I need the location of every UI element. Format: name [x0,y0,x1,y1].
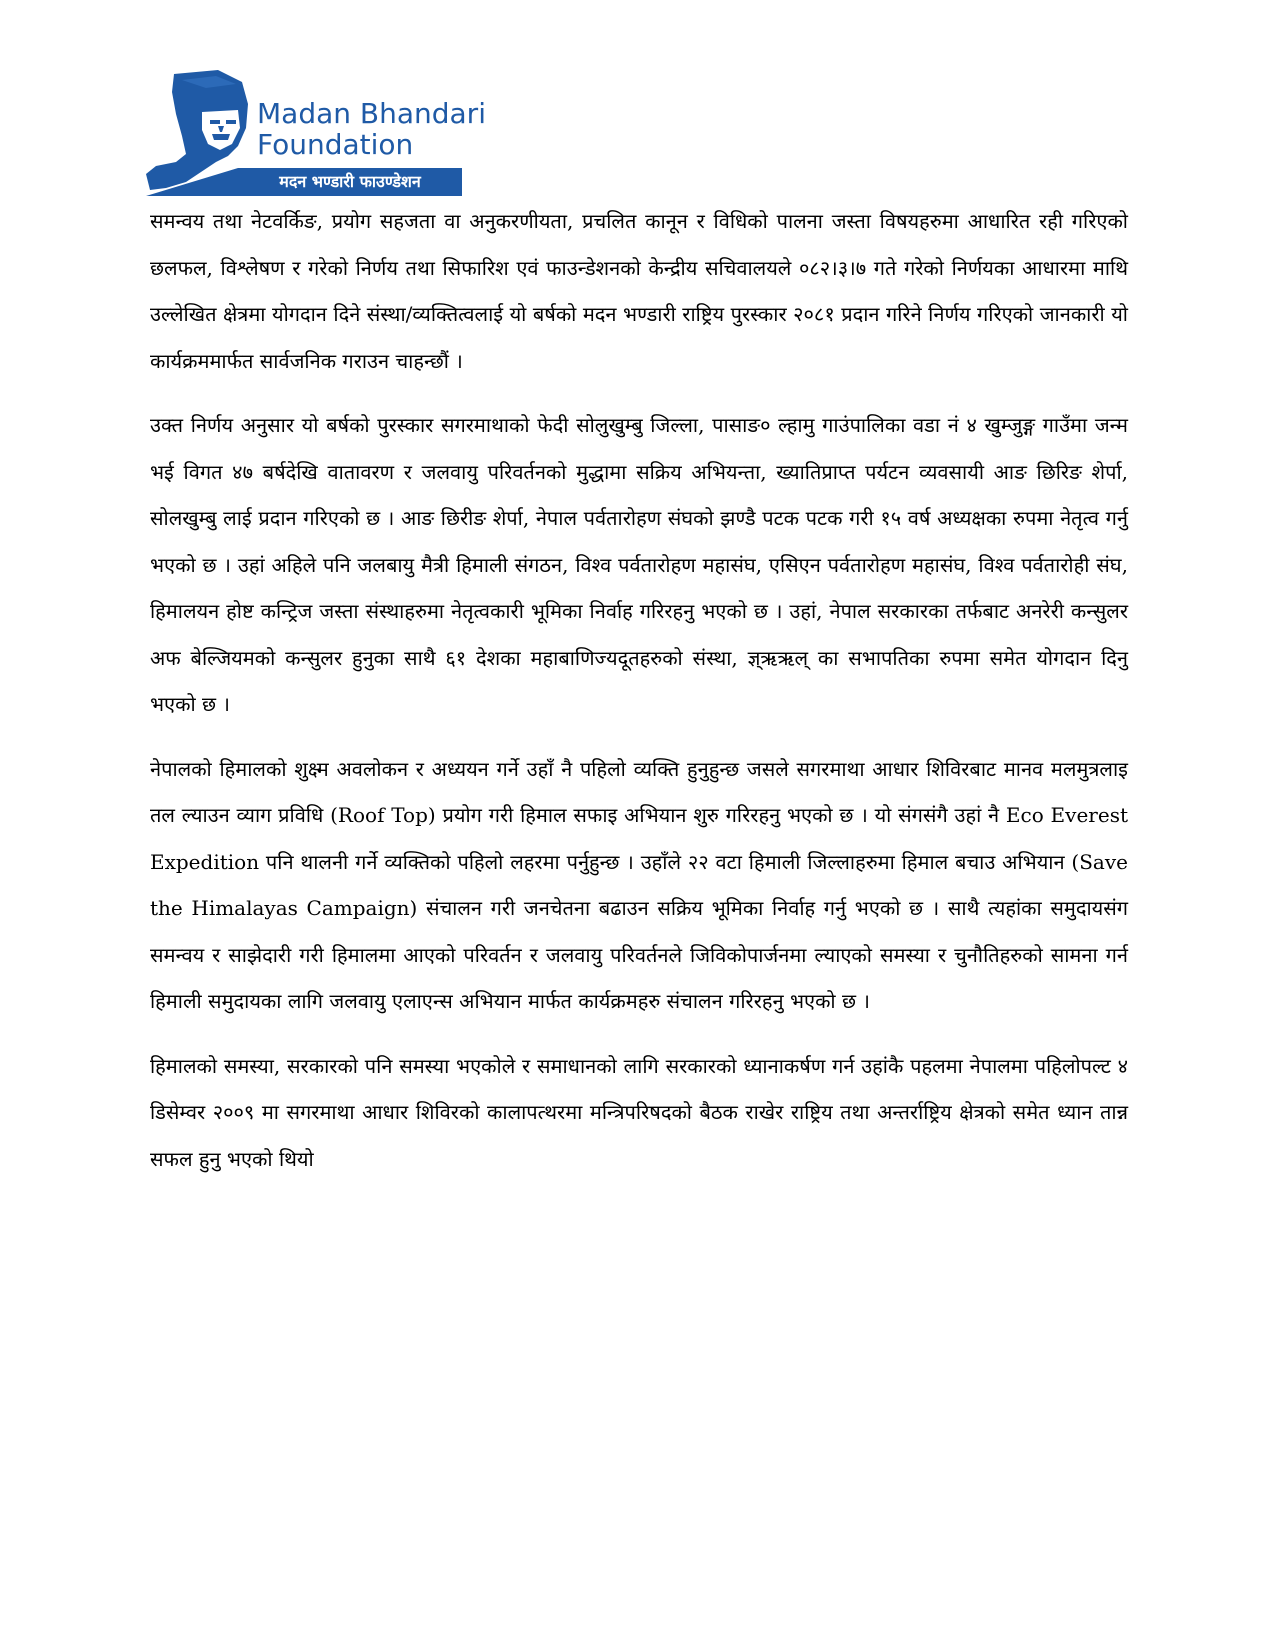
paragraph-2: उक्त निर्णय अनुसार यो बर्षको पुरस्कार सगरमाथाको फेदी सोलुखुम्बु जिल्ला, पासाङ० ल्हामु गाउंपालिका वडा नं ४ खुम्जुङ्ग गाउँमा जन्म भई विगत ४७ बर्षदेखि वातावरण र जलवायु परिवर्तनको मुद्धामा सक्रिय अभियन्ता, ख्यातिप्राप्त पर्यटन व्यवसायी आङ छिरिङ शेर्पा, सोलखुम्बु लाई प्रदान गरिएको छ । आङ छिरीङ शेर्पा, नेपाल पर्वतारोहण संघको झण्डै पटक पटक गरी १५ वर्ष अध्यक्षका रुपमा नेतृत्व गर्नु भएको छ । उहां अहिले पनि जलबायु मैत्री हिमाली संगठन, विश्व पर्वतारोहण महासंघ, एसिएन पर्वतारोहण महासंघ, विश्व पर्वतारोही संघ, हिमालयन होष्ट कन्ट्रिज जस्ता संस्थाहरुमा नेतृत्वकारी भूमिका निर्वाह गरिरहनु भएको छ । उहां, नेपाल सरकारका तर्फबाट अनरेरी कन्सुलर अफ बेल्जियमको कन्सुलर हुनुका साथै ६१ देशका महाबाणिज्यदूतहरुको संस्था, ज्ञ्ऋऋल् का सभापतिका रुपमा समेत योगदान दिनु भएको छ । [150,413,1128,716]
logo-name-line1: Madan Bhandari [257,97,486,130]
document-body [150,198,1128,1200]
logo-wordmark [257,98,486,160]
logo-devanagari-band: मदन भण्डारी फाउण्डेशन [279,172,421,191]
paragraph-4: हिमालको समस्या, सरकारको पनि समस्या भएकोले र समाधानको लागि सरकारको ध्यानाकर्षण गर्न उहांकै पहलमा नेपालमा पहिलोपल्ट ४ डिसेम्वर २००९ मा सगरमाथा आधार शिविरको कालापत्थरमा मन्त्रिपरिषदको बैठक राखेर राष्ट्रिय तथा अन्तर्राष्ट्रिय क्षेत्रको समेत ध्यान तान्न सफल हुनु भएको थियो [150,1053,1128,1171]
paragraph-3: नेपालको हिमालको शुक्ष्म अवलोकन र अध्ययन गर्ने उहाँ नै पहिलो व्यक्ति हुनुहुन्छ जसले सगरमाथा आधार शिविरबाट मानव मलमुत्रलाइ तल ल्याउन व्याग प्रविधि (Roof Top) प्रयोग गरी हिमाल सफाइ अभियान शुरु गरिरहनु भएको छ । यो संगसंगै उहां नै Eco Everest Expedition पनि थालनी गर्ने व्यक्तिको पहिलो लहरमा पर्नुहुन्छ । उहाँले २२ वटा हिमाली जिल्लाहरुमा हिमाल बचाउ अभियान (Save the Himalayas Campaign) संचालन गरी जनचेतना बढाउन सक्रिय भूमिका निर्वाह गर्नु भएको छ । साथै त्यहांका समुदायसंग समन्वय र साझेदारी गरी हिमालमा आएको परिवर्तन र जलवायु परिवर्तनले जिविकोपार्जनमा ल्याएको समस्या र चुनौतिहरुको सामना गर्न हिमाली समुदायका लागि जलवायु एलाएन्स अभियान मार्फत कार्यक्रमहरु संचालन गरिरहनु भएको छ । [150,756,1128,1013]
logo-name-line2: Foundation [257,128,414,161]
paragraph-1: समन्वय तथा नेटवर्किङ, प्रयोग सहजता वा अनुकरणीयता, प्रचलित कानून र विधिको पालना जस्ता विषयहरुमा आधारित रही गरिएको छलफल, विश्लेषण र गरेको निर्णय तथा सिफारिश एवं फाउन्डेशनको केन्द्रीय सचिवालयले ०८२।३।७ गते गरेको निर्णयका आधारमा माथि उल्लेखित क्षेत्रमा योगदान दिने संस्था/व्यक्तित्वलाई यो बर्षको मदन भण्डारी राष्ट्रिय पुरस्कार २०८१ प्रदान गरिने निर्णय गरिएको जानकारी यो कार्यक्रममार्फत सार्वजनिक गराउन चाहन्छौं । [150,209,1128,373]
foundation-logo [146,70,486,200]
